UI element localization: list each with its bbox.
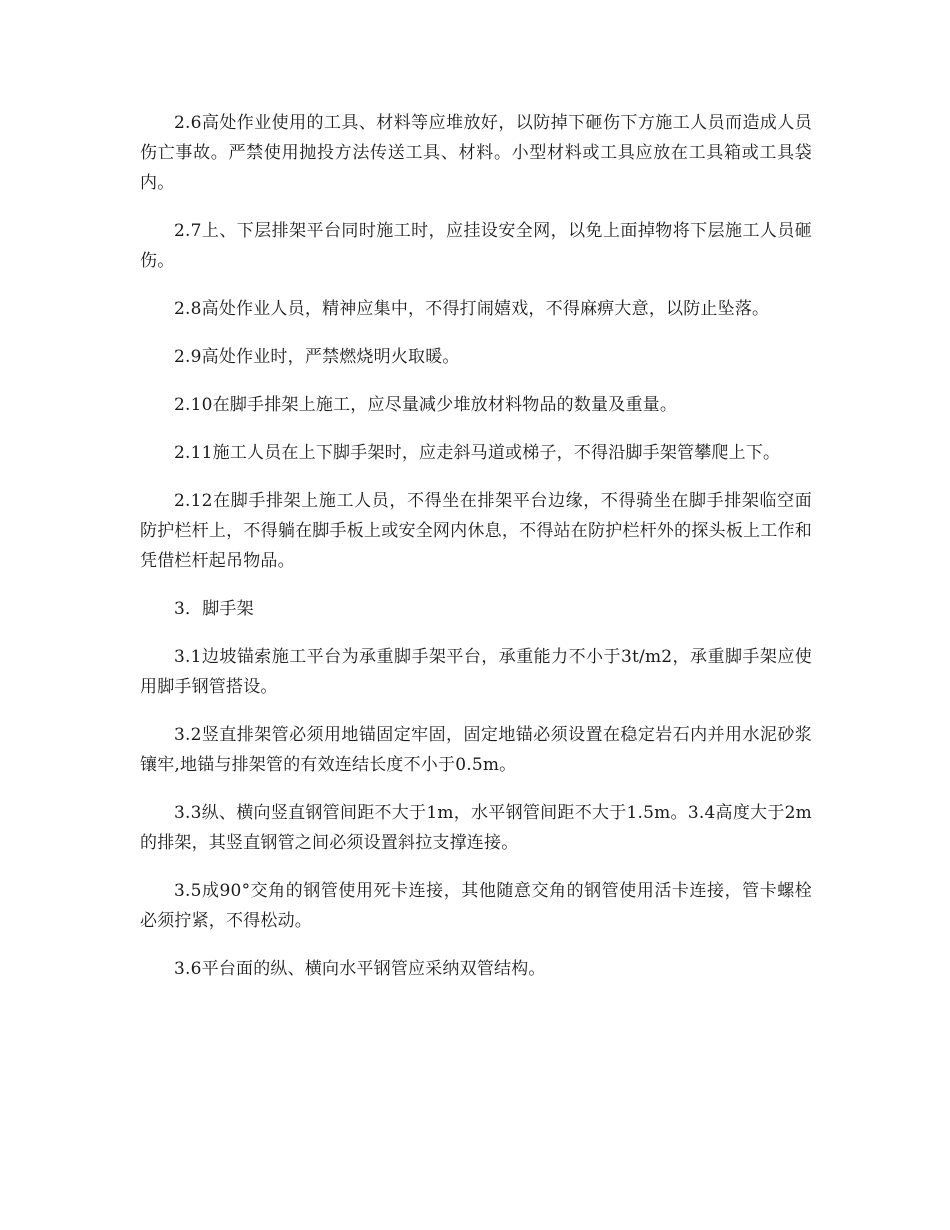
paragraph-2-10: 2.10在脚手排架上施工，应尽量减少堆放材料物品的数量及重量。 <box>174 395 678 415</box>
paragraph-2-7: 2.7上、下层排架平台同时施工时，应挂设安全网，以免上面掉物将下层施工人员砸伤。 <box>140 221 812 271</box>
paragraph-3-6: 3.6平台面的纵、横向水平钢管应采纳双管结构。 <box>174 959 546 979</box>
paragraph-2-6: 2.6高处作业使用的工具、材料等应堆放好，以防掉下砸伤下方施工人员而造成人员伤亡事故。严禁使用抛投方法传送工具、材料。小型材料或工具应放在工具箱或工具袋内。 <box>140 113 812 193</box>
paragraph-3-1: 3.1边坡锚索施工平台为承重脚手架平台，承重能力不小于3t/m2，承重脚手架应使用脚手钢管搭设。 <box>140 647 812 697</box>
section-heading-3: 3．脚手架 <box>174 599 254 619</box>
paragraph-2-12: 2.12在脚手排架上施工人员，不得坐在排架平台边缘，不得骑坐在脚手排架临空面防护栏杆上，不得躺在脚手板上或安全网内休息，不得站在防护栏杆外的探头板上工作和凭借栏杆起吊物品。 <box>140 491 812 571</box>
paragraph-3-2: 3.2竖直排架管必须用地锚固定牢固，固定地锚必须设置在稳定岩石内并用水泥砂浆镶牢,地锚与排架管的有效连结长度不小于0.5m。 <box>140 725 812 775</box>
paragraph-2-8: 2.8高处作业人员，精神应集中，不得打闹嬉戏，不得麻痹大意，以防止坠落。 <box>174 299 770 319</box>
paragraph-3-3: 3.3纵、横向竖直钢管间距不大于1m，水平钢管间距不大于1.5m。3.4高度大于2m的排架，其竖直钢管之间必须设置斜拉支撑连接。 <box>140 803 812 853</box>
paragraph-3-5: 3.5成90°交角的钢管使用死卡连接，其他随意交角的钢管使用活卡连接，管卡螺栓必须拧紧，不得松动。 <box>140 881 812 931</box>
paragraph-2-11: 2.11施工人员在上下脚手架时，应走斜马道或梯子，不得沿脚手架管攀爬上下。 <box>174 443 781 463</box>
paragraph-2-9: 2.9高处作业时，严禁燃烧明火取暖。 <box>174 347 460 367</box>
document-body <box>140 108 812 1002</box>
